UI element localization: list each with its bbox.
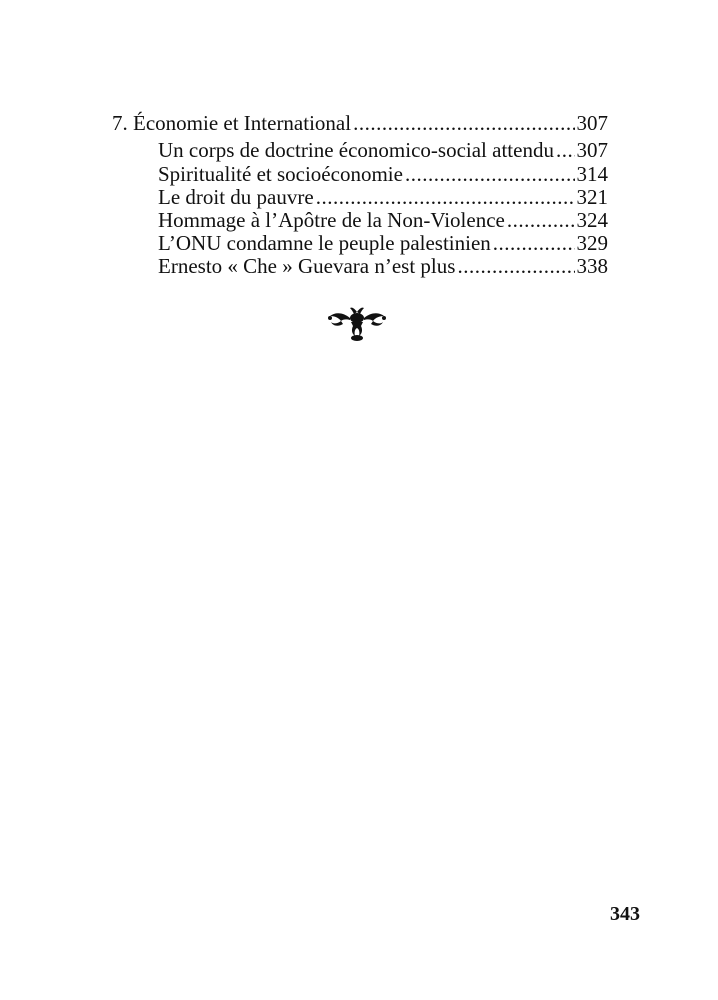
toc-entry-page: 307 (576, 138, 608, 162)
toc-dot-leader (405, 163, 575, 186)
toc-entry-row (158, 163, 608, 186)
toc-entry-row (158, 209, 608, 232)
floral-ornament-icon (327, 306, 387, 342)
toc-entry-title: Hommage à l’Apôtre de la Non-Violence (158, 208, 505, 232)
toc-dot-leader (493, 232, 575, 255)
page-number: 343 (610, 903, 640, 925)
toc-entry-page: 324 (576, 208, 608, 232)
toc-entry-row (158, 232, 608, 255)
toc-dot-leader (507, 209, 575, 232)
toc-dot-leader (353, 112, 574, 135)
toc-entry-title: Un corps de doctrine économico-social attendu (158, 138, 554, 162)
toc-entry-title: Spiritualité et socioéconomie (158, 162, 403, 186)
toc-chapter-row (112, 112, 608, 135)
toc-entry-row (158, 186, 608, 209)
toc-entry-row (158, 139, 608, 162)
toc-entry-row (158, 255, 608, 278)
toc-chapter-page: 307 (576, 111, 608, 135)
toc-dot-leader (556, 139, 575, 162)
toc-entry-page: 338 (576, 254, 608, 278)
toc-entry-title: L’ONU condamne le peuple palestinien (158, 231, 491, 255)
toc-entry-page: 321 (576, 185, 608, 209)
toc-dot-leader (316, 186, 575, 209)
toc-dot-leader (457, 255, 574, 278)
toc-entry-page: 314 (576, 162, 608, 186)
toc-entry-page: 329 (576, 231, 608, 255)
toc-chapter-title: 7. Économie et International (112, 111, 352, 135)
toc-entry-title: Le droit du pauvre (158, 185, 314, 209)
toc-entry-title: Ernesto « Che » Guevara n’est plus (158, 254, 456, 278)
